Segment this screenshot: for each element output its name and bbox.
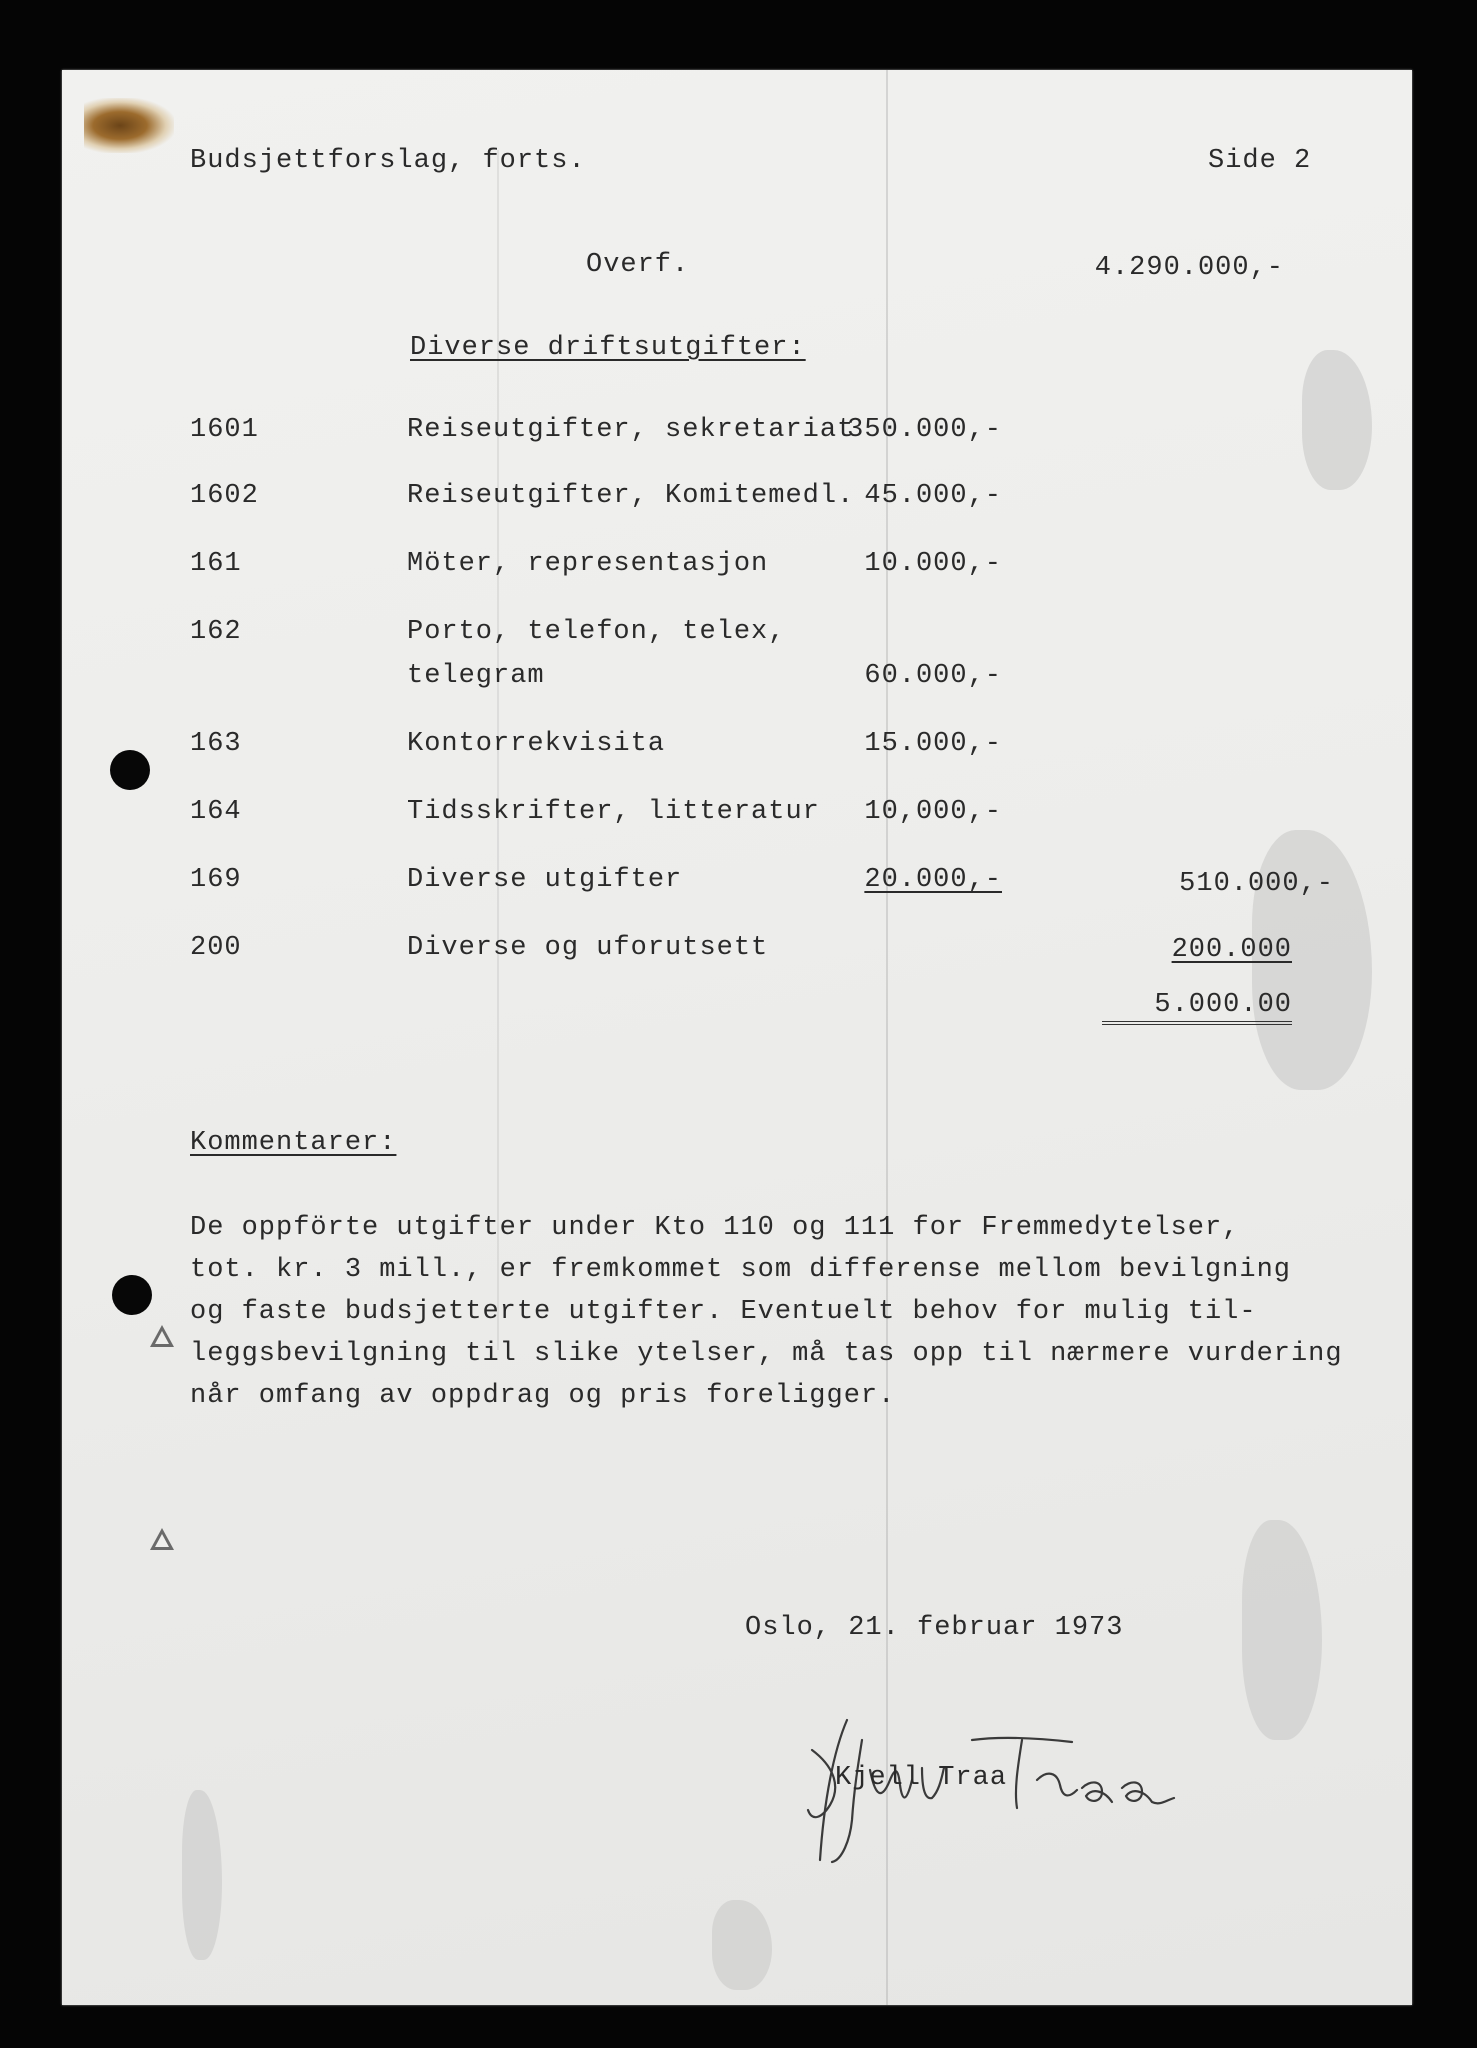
account-code: 164 (190, 797, 242, 827)
expense-amount: 15.000,- (864, 729, 1002, 759)
expense-label: Reiseutgifter, Komitemedl. (407, 481, 855, 511)
punch-hole-top (110, 750, 150, 790)
expense-amount: 350.000,- (847, 415, 1002, 445)
expense-label: Diverse utgifter (407, 865, 683, 895)
comment-line: leggsbevilgning til slike ytelser, må tas opp til nærmere vurdering (190, 1339, 1343, 1369)
expense-label: Reiseutgifter, sekretariat (407, 415, 855, 445)
comment-line: og faste budsjetterte utgifter. Eventuelt behov for mulig til- (190, 1297, 1257, 1327)
subtotal-amount: 510.000,- (1179, 869, 1334, 899)
account-code: 163 (190, 729, 242, 759)
expense-amount: 10,000,- (864, 797, 1002, 827)
account-code: 162 (190, 617, 242, 647)
expense-label: Möter, representasjon (407, 549, 769, 579)
rust-stain (84, 98, 174, 153)
page-number: Side 2 (1208, 146, 1312, 176)
comment-line: når omfang av oppdrag og pris foreligger. (190, 1381, 896, 1411)
comment-line: tot. kr. 3 mill., er fremkommet som differense mellom bevilgning (190, 1255, 1291, 1285)
triangle-mark (150, 1325, 174, 1347)
signatory-name: Kjell Traa (835, 1763, 1008, 1793)
unforeseen-amount: 200.000 (1171, 935, 1292, 965)
paper-sheet (62, 70, 1412, 2005)
punch-hole-bottom (112, 1275, 152, 1315)
carryover-label: Overf. (586, 250, 690, 280)
account-code: 169 (190, 865, 242, 895)
triangle-mark (150, 1528, 174, 1550)
expense-label-continued: telegram (407, 661, 545, 691)
unforeseen-label: Diverse og uforutsett (407, 933, 769, 963)
paper-flake (1242, 1520, 1322, 1740)
comment-line: De oppförte utgifter under Kto 110 og 111 for Fremmedytelser, (190, 1213, 1240, 1243)
place-date: Oslo, 21. februar 1973 (745, 1613, 1124, 1643)
expense-amount: 20.000,- (864, 865, 1002, 895)
expense-label: Porto, telefon, telex, (407, 617, 786, 647)
carryover-amount: 4.290.000,- (1094, 253, 1284, 283)
paper-flake (182, 1790, 222, 1960)
account-code: 1602 (190, 481, 259, 511)
paper-flake (712, 1900, 772, 1990)
expense-label: Kontorrekvisita (407, 729, 666, 759)
expense-label: Tidsskrifter, litteratur (407, 797, 820, 827)
paper-flake (1302, 350, 1372, 490)
document-title: Budsjettforslag, forts. (190, 146, 586, 176)
account-code: 1601 (190, 415, 259, 445)
expense-amount: 10.000,- (864, 549, 1002, 579)
expense-amount: 45.000,- (864, 481, 1002, 511)
grand-total: 5.000.00 (1102, 992, 1292, 1025)
account-code: 200 (190, 933, 242, 963)
expense-amount: 60.000,- (864, 661, 1002, 691)
comments-heading: Kommentarer: (190, 1128, 397, 1158)
section-heading: Diverse driftsutgifter: (410, 333, 806, 363)
account-code: 161 (190, 549, 242, 579)
